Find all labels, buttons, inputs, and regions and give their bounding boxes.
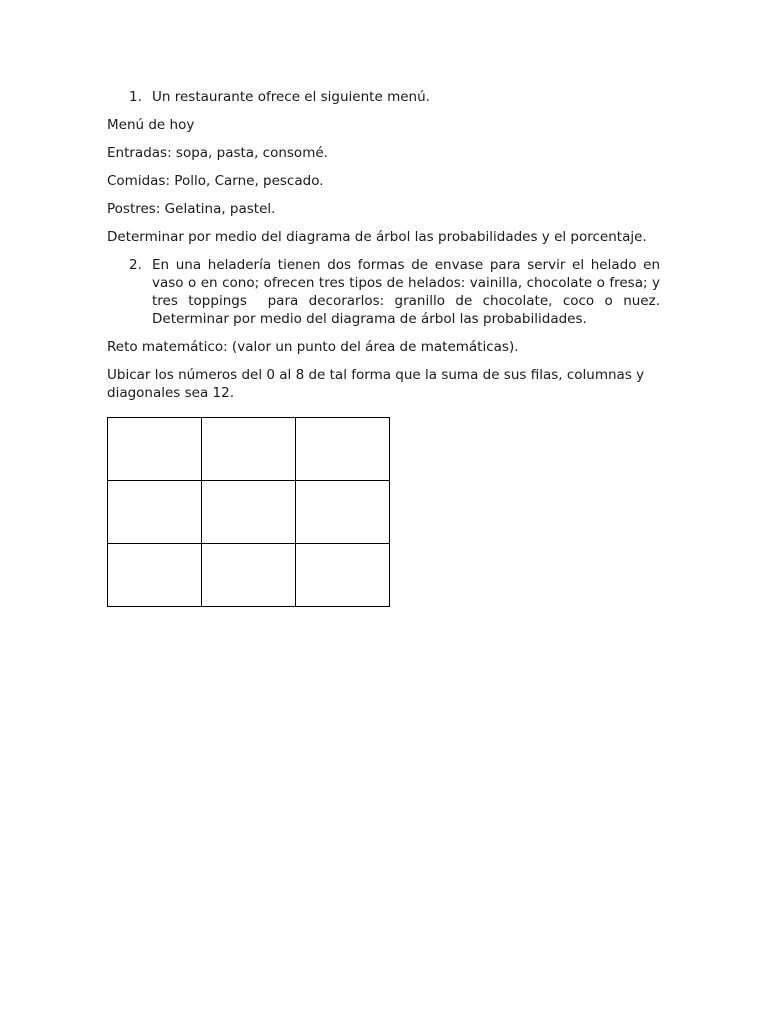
list-item-text: Un restaurante ofrece el siguiente menú. [152,89,430,105]
magic-square-grid [107,417,390,607]
grid-cell[interactable] [202,481,296,544]
list-item-2 [129,256,665,328]
grid-cell[interactable] [108,544,202,607]
grid-cell[interactable] [108,418,202,481]
entradas-line: Entradas: sopa, pasta, consomé. [107,145,328,161]
grid-cell[interactable] [296,544,390,607]
grid-cell[interactable] [202,544,296,607]
grid-cell[interactable] [108,481,202,544]
comidas-line: Comidas: Pollo, Carne, pescado. [107,173,324,189]
grid-cell[interactable] [296,418,390,481]
puzzle-instruction: Ubicar los números del 0 al 8 de tal forma que la suma de sus filas, columnas y diagonales sea 12. [107,367,645,401]
grid-row [108,544,390,607]
reto-heading: Reto matemático: (valor un punto del área de matemáticas). [107,339,519,355]
grid-row [108,418,390,481]
list-number: 1. [129,89,142,105]
list-number: 2. [129,257,142,273]
grid-cell[interactable] [202,418,296,481]
menu-title: Menú de hoy [107,117,195,133]
postres-line: Postres: Gelatina, pastel. [107,201,276,217]
grid-row [108,481,390,544]
instruction-paragraph: Determinar por medio del diagrama de árbol las probabilidades y el porcentaje. [107,229,647,245]
grid-cell[interactable] [296,481,390,544]
list-item-1 [129,88,660,106]
list-item-text: En una heladería tienen dos formas de envase para servir el helado en vaso o en cono; ofrecen tres tipos de helados: vainilla, chocolate o fresa; y tres toppings para decorarlos: granillo de chocolate, coco o nuez. Determinar por medio del diagrama de árbol las probabilidades. [152,257,665,327]
document-body [107,88,665,412]
